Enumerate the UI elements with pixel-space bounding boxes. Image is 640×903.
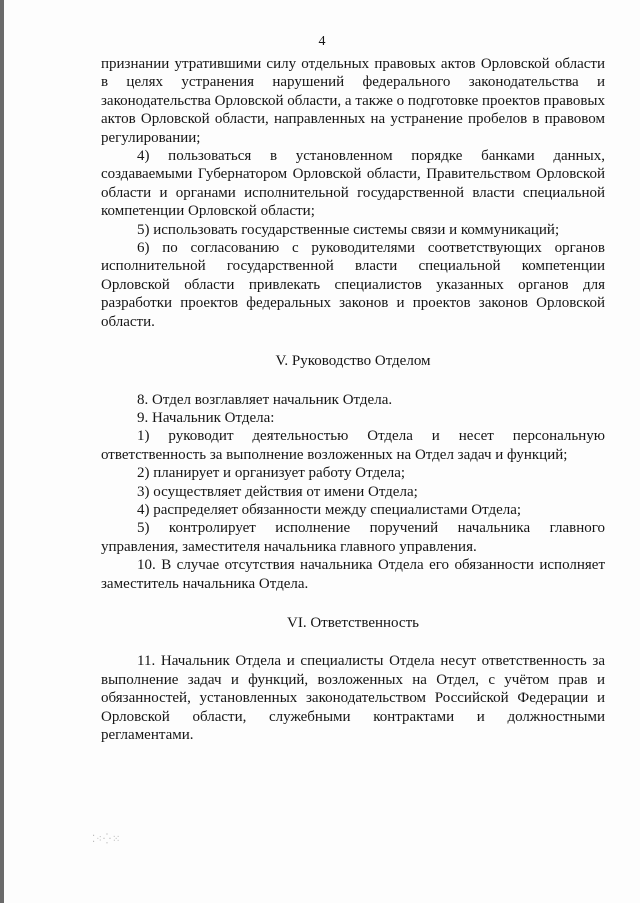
section-heading-responsibility: VI. Ответственность bbox=[287, 614, 419, 631]
list-item-2: 2) планирует и организует работу Отдела; bbox=[137, 465, 406, 482]
scan-artifact-mark: ⁚⁖⁛⁙ bbox=[92, 834, 122, 845]
paragraph-8: 8. Отдел возглавляет начальник Отдела. bbox=[137, 391, 393, 408]
list-item-3: 3) осуществляет действия от имени Отдела; bbox=[137, 483, 418, 500]
section-heading-management: V. Руководство Отделом bbox=[275, 353, 431, 370]
paragraph-continuation: признании утратившими силу отдельных правовых актов Орловской области в целях устранения нарушений федерального законодательства и законодательства Орловской области, а также о подготовке проектов правовых актов Орловской области, направленных на устранение пробелов в правовом регулировании; bbox=[101, 56, 605, 146]
list-item-5: 5) контролирует исполнение поручений начальника главного управления, заместителя начальника главного управления. bbox=[101, 520, 605, 555]
paragraph-item-6: 6) по согласованию с руководителями соответствующих органов исполнительной государственной власти специальной компетенции Орловской области привлекать специалистов указанных органов для разработки проектов федеральных законов и проектов законов Орловской области. bbox=[101, 240, 605, 330]
paragraph-9: 9. Начальник Отдела: bbox=[137, 409, 275, 426]
paragraph-item-5: 5) использовать государственные системы связи и коммуникаций; bbox=[137, 221, 560, 238]
page-number: 4 bbox=[318, 34, 326, 49]
paragraph-11: 11. Начальник Отдела и специалисты Отдела несут ответственность за выполнение задач и функций, возложенных на Отдел, с учётом прав и обязанностей, установленных законодательством Российской Федерации и Орловской области, служебными контрактами и должностными регламентами. bbox=[101, 653, 605, 743]
list-item-4: 4) распределяет обязанности между специалистами Отдела; bbox=[137, 501, 522, 518]
document-body bbox=[101, 55, 605, 744]
paragraph-item-4: 4) пользоваться в установленном порядке банками данных, создаваемыми Губернатором Орловской области, Правительством Орловской области и органами исполнительной государственной власти специальной компетенции Орловской области; bbox=[101, 148, 605, 220]
list-item-1: 1) руководит деятельностью Отдела и несет персональную ответственность за выполнение возложенных на Отдел задач и функций; bbox=[101, 428, 605, 463]
paragraph-10: 10. В случае отсутствия начальника Отдела его обязанности исполняет заместитель начальника Отдела. bbox=[101, 557, 605, 592]
